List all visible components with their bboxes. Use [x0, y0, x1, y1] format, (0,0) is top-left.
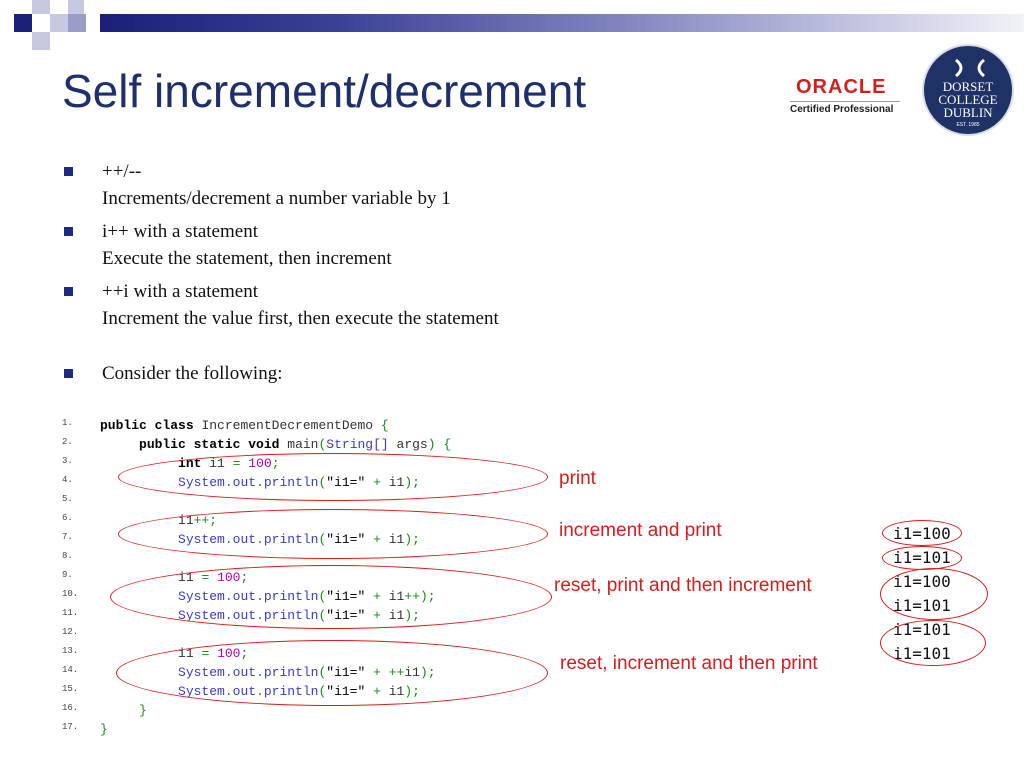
highlight-ellipse	[110, 565, 552, 629]
line-number: 15.	[62, 684, 79, 694]
output-highlight-ellipse	[880, 620, 986, 666]
line-number: 8.	[62, 551, 73, 561]
bullet-square-icon	[64, 167, 73, 176]
bullet-heading: i++ with a statement	[102, 221, 258, 242]
college-seal	[922, 44, 1014, 136]
code-line: 14. System.out.println("i1=" + ++i1);	[62, 665, 436, 680]
deco-square	[68, 14, 86, 32]
bullet-item	[62, 158, 499, 212]
code-line: 9. i1 = 100;	[62, 570, 249, 585]
line-number: 6.	[62, 513, 73, 523]
code-line: 7. System.out.println("i1=" + i1);	[62, 532, 420, 547]
code-line: 17. }	[62, 722, 108, 737]
bullet-square-icon	[64, 227, 73, 236]
line-number: 5.	[62, 494, 73, 504]
bullet-heading: ++/--	[102, 161, 142, 182]
deco-square	[32, 0, 50, 14]
line-number: 17.	[62, 722, 79, 732]
bullet-heading: Consider the following:	[102, 363, 283, 384]
bullet-square-icon	[64, 369, 73, 378]
seal-line-3: DUBLIN	[943, 105, 993, 120]
code-line: 16. }	[62, 703, 147, 718]
code-line	[62, 625, 100, 644]
highlight-ellipse	[116, 640, 548, 706]
output-line: i1=101	[893, 548, 951, 567]
code-line: 11. System.out.println("i1=" + i1);	[62, 608, 420, 623]
annotation-increment-print: increment and print	[559, 520, 722, 541]
bullet-list	[62, 158, 499, 393]
annotation-reset-print-increment: reset, print and then increment	[554, 575, 812, 596]
output-highlight-ellipse	[880, 568, 988, 620]
bullet-item	[62, 278, 499, 332]
code-line: 1. public class IncrementDecrementDemo {	[62, 418, 389, 433]
deco-square	[68, 0, 84, 14]
bullet-detail: Increment the value first, then execute the statement	[102, 308, 499, 329]
seal-est: EST. 1985	[956, 122, 980, 128]
seal-emblem-icon	[952, 58, 988, 78]
oracle-logo	[786, 76, 904, 120]
bullet-square-icon	[64, 287, 73, 296]
code-line: 13. i1 = 100;	[62, 646, 249, 661]
code-line	[62, 549, 100, 568]
line-number: 12.	[62, 627, 79, 637]
oracle-subtitle: Certified Professional	[790, 104, 894, 115]
line-number: 1.	[62, 418, 73, 428]
line-number: 11.	[62, 608, 79, 618]
line-number: 4.	[62, 475, 73, 485]
bullet-detail: Increments/decrement a number variable by 1	[102, 188, 451, 209]
bullet-item	[62, 360, 499, 387]
output-line: i1=100	[893, 524, 951, 543]
output-line: i1=101	[893, 644, 951, 663]
highlight-ellipse	[118, 453, 548, 501]
line-number: 3.	[62, 456, 73, 466]
bullet-heading: ++i with a statement	[102, 281, 258, 302]
deco-square	[50, 14, 68, 32]
line-number: 14.	[62, 665, 79, 675]
highlight-ellipse	[118, 509, 548, 559]
output-highlight-ellipse	[882, 546, 962, 570]
header-bar	[100, 14, 1024, 32]
code-line: 4. System.out.println("i1=" + i1);	[62, 475, 420, 490]
bullet-item	[62, 218, 499, 272]
annotation-reset-increment-print: reset, increment and then print	[560, 653, 818, 674]
slide-title: Self increment/decrement	[62, 65, 587, 117]
line-number: 7.	[62, 532, 73, 542]
code-line: 6. i1++;	[62, 513, 218, 528]
deco-square	[32, 32, 50, 50]
code-line: 2. public static void main(String[] args) {	[62, 437, 452, 452]
code-line: 3. int i1 = 100;	[62, 456, 280, 471]
output-line: i1=100	[893, 572, 951, 591]
oracle-wordmark: ORACLE	[796, 76, 887, 98]
code-line: 15. System.out.println("i1=" + i1);	[62, 684, 420, 699]
line-number: 9.	[62, 570, 73, 580]
bullet-detail: Execute the statement, then increment	[102, 248, 392, 269]
output-highlight-ellipse	[882, 520, 962, 546]
deco-square	[14, 14, 32, 32]
annotation-print: print	[559, 468, 596, 489]
seal-line-1: DORSET	[942, 79, 994, 94]
output-line: i1=101	[893, 620, 951, 639]
code-line: 10. System.out.println("i1=" + i1++);	[62, 589, 436, 604]
output-line: i1=101	[893, 596, 951, 615]
code-line	[62, 492, 100, 511]
seal-line-2: COLLEGE	[938, 92, 998, 107]
line-number: 10.	[62, 589, 79, 599]
line-number: 13.	[62, 646, 79, 656]
oracle-divider	[790, 101, 900, 102]
line-number: 16.	[62, 703, 79, 713]
line-number: 2.	[62, 437, 73, 447]
